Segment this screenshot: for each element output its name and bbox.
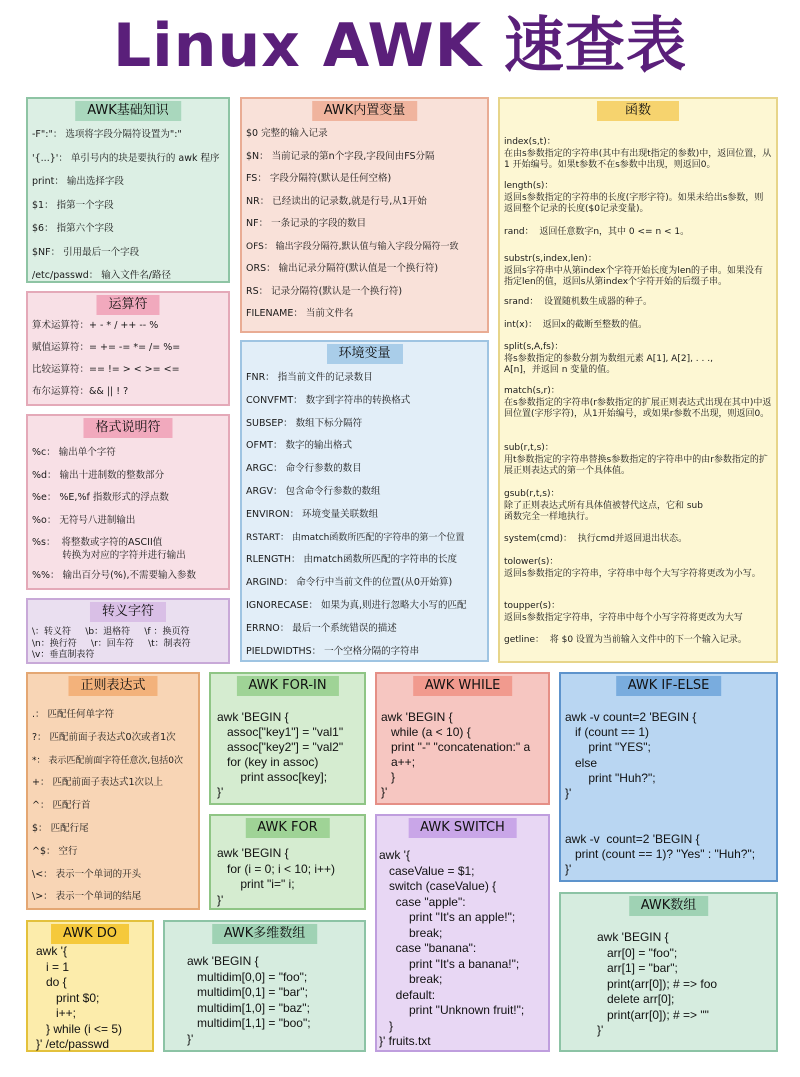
list-item: NR： 已经读出的记录数,就是行号,从1开始 [246,195,427,207]
list-item: NF： 一条记录的字段的数目 [246,218,367,229]
card-multidim-label: AWK多维数组 [212,924,318,944]
card-multidim-array [163,920,366,1052]
card-builtin-vars [240,97,489,333]
function-entry: index(s,t)： 在由s参数指定的字符串(其中有出现t指定的参数)中，返回位置，从 1 开始编号。如果t参数不在s参数中出现，则返回0。 [504,137,772,170]
list-item: %e： %E,%f 指数形式的浮点数 [32,492,169,503]
escape-text: \：转义符 \b：退格符 \f ：换页符 \n：换行符 \r：回车符 \t：制表符 \v：垂直制表符 [32,627,191,660]
list-item: +： 匹配前面子表达式1次以上 [32,777,164,789]
list-item: \<： 表示一个单词的开头 [32,868,142,880]
list-item: $NF： 引用最后一个字段 [32,246,140,258]
list-item: 赋值运算符：= += -= *= /= %= [32,342,181,353]
list-item: ARGIND： 命令行中当前文件的位置(从0开始算) [246,577,453,589]
list-item: PIELDWIDTHS： 一个空格分隔的字符串 [246,645,420,657]
list-item: %%： 输出百分号(%),不需要输入参数 [32,570,197,581]
list-item: ARGC： 命令行参数的数目 [246,463,362,475]
if-else-code: awk -v count=2 'BEGIN { if (count == 1) print "YES"; else print "Huh?"; }' awk -v count=2 'BEGIN { print (count == 1)? "Yes" : "Huh?"; }' [565,710,756,877]
basics-list [32,123,224,288]
list-item: ENVIRON： 环境变量关联数组 [246,508,379,520]
page-title: Linux AWK 速查表 [112,11,688,81]
card-operators-label: 运算符 [96,295,159,315]
operators-list [32,315,224,403]
list-item: .： 匹配任何单字符 [32,709,115,720]
list-item: FNR： 指当前文件的记录数目 [246,372,373,383]
env-vars-list [246,367,483,663]
list-item: FILENAME： 当前文件名 [246,308,354,319]
regex-list [32,704,194,909]
card-functions-label: 函数 [597,101,679,121]
card-array [559,892,778,1052]
while-code: awk 'BEGIN { while (a < 10) { print "-" "concatenation:" a a++; } }' [381,710,531,799]
card-env-vars [240,340,489,662]
list-item: ^： 匹配行首 [32,800,91,812]
switch-code: awk '{ caseValue = $1; switch (caseValue) { case "apple": print "It's an apple!"; break; case "banana": print "It's a banana!"; break; default: print "Unknown fruit!"; } }' fruits.txt [379,848,525,1048]
list-item: OFS： 输出字段分隔符,默认值与输入字段分隔符一致 [246,241,459,252]
for-in-code: awk 'BEGIN { assoc["key1"] = "val1" assoc["key2"] = "val2" for (key in assoc) print assoc[key]; }' [217,710,344,799]
do-code: awk '{ i = 1 do { print $0; i++; } while (i <= 5) }' /etc/passwd [36,944,123,1051]
card-basics [26,97,230,283]
function-entry: length(s)： 返回s参数指定的字符串的长度(字形字符)。如果未给出s参数，则返回整个记录的长度($0记录变量)。 [504,181,764,214]
list-item: ORS： 输出记录分隔符(默认值是一个换行符) [246,263,439,274]
list-item: %d： 输出十进制数的整数部分 [32,469,165,481]
card-array-label: AWK数组 [629,896,709,916]
card-for [209,814,366,910]
card-regex [26,672,200,910]
list-item: IGNORECASE： 如果为真,则进行忽略大小写的匹配 [246,599,467,611]
builtin-vars-list [246,123,483,326]
list-item: $： 匹配行尾 [32,822,89,834]
card-regex-label: 正则表达式 [68,676,157,696]
for-code: awk 'BEGIN { for (i = 0; i < 10; i++) print "i=" i; }' [217,846,336,907]
card-format-specifiers [26,414,230,590]
list-item: %s： 将整数或字符的ASCII值 转换为对应的字符并进行输出 [32,537,186,561]
list-item: ?： 匹配前面子表达式0次或者1次 [32,731,176,743]
function-entry: gsub(r,t,s)： 除了正则表达式所有具体值被替代这点，它和 sub 函数完全一样地执行。 [504,489,703,522]
card-escape-label: 转义字符 [90,602,166,622]
list-item: print： 输出选择字段 [32,176,124,187]
list-item: 比较运算符：== != > < >= <= [32,364,180,375]
list-item: 布尔运算符：&& || ! ? [32,386,129,397]
list-item: $0 完整的输入记录 [246,128,328,139]
function-entry: system(cmd)： 执行cmd并返回退出状态。 [504,534,688,544]
card-for-in-label: AWK FOR-IN [236,676,338,696]
list-item: RLENGTH： 由match函数所匹配的字符串的长度 [246,554,458,566]
list-item: ^$： 空行 [32,845,78,857]
function-entry: srand： 设置随机数生成器的种子。 [504,297,653,307]
list-item: $6： 指第六个字段 [32,223,114,234]
card-basics-label: AWK基础知识 [75,101,181,121]
list-item: $1： 指第一个字段 [32,199,114,211]
list-item: /etc/passwd： 输入文件名/路径 [32,270,171,281]
function-entry: getline： 将 $0 设置为当前输入文件中的下一个输入记录。 [504,635,747,645]
card-while-label: AWK WHILE [413,676,513,696]
card-for-label: AWK FOR [245,818,329,838]
list-item: '{...}'： 单引号内的块是要执行的 awk 程序 [32,152,220,164]
card-functions [498,97,778,663]
list-item: OFMT： 数字的输出格式 [246,440,352,452]
card-while [375,672,550,805]
card-if-else-label: AWK IF-ELSE [616,676,722,696]
list-item: \>： 表示一个单词的结尾 [32,891,142,903]
card-builtin-vars-label: AWK内置变量 [312,101,418,121]
array-code: awk 'BEGIN { arr[0] = "foo"; arr[1] = "bar"; print(arr[0]); # => foo delete arr[0]; print(arr[0]); # => "" }' [597,930,718,1037]
card-operators [26,291,230,406]
list-item: ARGV： 包含命令行参数的数组 [246,485,381,497]
list-item: -F":"： 选项将字段分隔符设置为":" [32,129,182,140]
format-list [32,442,224,588]
function-entry: sub(r,t,s)： 用t参数指定的字符串替换s参数指定的字符串中的由r参数指定的扩展正则表达式的第一个具体值。 [504,443,768,476]
list-item: $N： 当前记录的第n个字段,字段间由FS分隔 [246,150,435,162]
list-item: RSTART： 由match函数所匹配的字符串的第一个位置 [246,532,465,543]
card-do-label: AWK DO [51,924,129,944]
list-item: %c： 输出单个字符 [32,447,116,458]
function-entry: substr(s,index,len)： 返回s字符串中从第index个字符开始长度为len的子串。如果没有指定len的值，返回s从第index个字符开始的后缀子串。 [504,254,764,287]
card-switch [375,814,550,1052]
multidim-code: awk 'BEGIN { multidim[0,0] = "foo"; multidim[0,1] = "bar"; multidim[1,0] = "baz"; multidim[1,1] = "boo"; }' [187,954,311,1046]
function-entry: tolower(s)： 返回s参数指定的字符串，字符串中每个大写字符将更改为小写。 [504,557,761,579]
list-item: 算术运算符：+ - * / ++ -- % [32,320,159,331]
list-item: *： 表示匹配前面字符任意次,包括0次 [32,755,183,766]
card-escape-chars [26,598,230,664]
list-item: RS： 记录分隔符(默认是一个换行符) [246,285,403,297]
function-entry: toupper(s)： 返回s参数指定字符串，字符串中每个小写字符将更改为大写 [504,601,743,623]
list-item: ERRNO： 最后一个系统错误的描述 [246,622,397,634]
card-for-in [209,672,366,805]
list-item: %o： 无符号八进制输出 [32,514,136,526]
card-env-vars-label: 环境变量 [326,344,402,364]
card-format-label: 格式说明符 [83,418,172,438]
card-do [26,920,154,1052]
function-entry: int(x)： 返回x的截断至整数的值。 [504,320,648,330]
list-item: FS： 字段分隔符(默认是任何空格) [246,173,392,184]
card-switch-label: AWK SWITCH [408,818,517,838]
function-entry: rand： 返回任意数字n，其中 0 <= n < 1。 [504,227,690,237]
function-entry: match(s,r)： 在s参数指定的字符串(r参数指定的扩展正则表达式出现在其中)中返回位置(字形字符)，从1开始编号，或如果r参数不出现，则返回0。 [504,386,772,419]
card-if-else [559,672,778,882]
list-item: CONVFMT： 数字到字符串的转换格式 [246,394,411,406]
list-item: SUBSEP： 数组下标分隔符 [246,417,363,429]
function-entry: split(s,A,fs)： 将s参数指定的参数分割为数组元素 A[1], A[2], . . ., A[n]，并返回 n 变量的值。 [504,342,713,375]
